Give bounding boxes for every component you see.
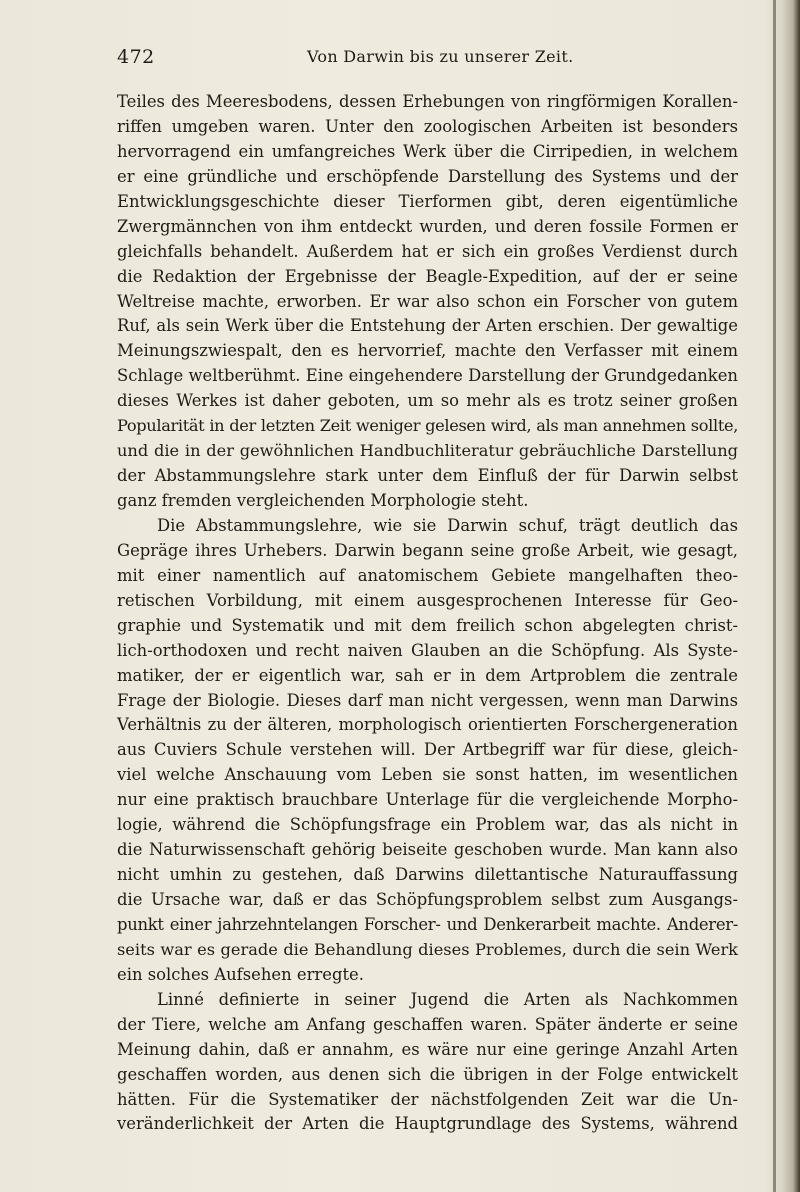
text-line: nicht umhin zu gestehen, daß Darwins dilettantische Naturauffassung xyxy=(117,865,738,885)
text-line: Teiles des Meeresbodens, dessen Erhebungen von ringförmigen Korallen- xyxy=(117,92,738,111)
text-line: Gepräge ihres Urhebers. Darwin begann seine große Arbeit, wie gesagt, xyxy=(117,540,738,560)
text-line: retischen Vorbildung, mit einem ausgesprochenen Interesse für Geo- xyxy=(117,590,738,610)
text-line: lich-orthodoxen und recht naiven Glauben an die Schöpfung. Als Syste- xyxy=(117,640,738,660)
text-line: Schlage weltberühmt. Eine eingehendere Darstellung der Grundgedanken xyxy=(117,366,738,386)
text-line: hätten. Für die Systematiker der nächstfolgenden Zeit war die Un- xyxy=(117,1089,738,1109)
text-line: die Ursache war, daß er das Schöpfungsproblem selbst zum Ausgangs- xyxy=(117,890,738,909)
text-line: ganz fremden vergleichenden Morphologie steht. xyxy=(117,491,529,510)
text-line: Meinungszwiespalt, den es hervorrief, machte den Verfasser mit einem xyxy=(117,341,738,361)
text-line: Popularität in der letzten Zeit weniger gelesen wird, als man annehmen sollte, xyxy=(117,416,738,436)
text-line: geschaffen worden, aus denen sich die übrigen in der Folge entwickelt xyxy=(117,1064,738,1084)
running-head: Von Darwin bis zu unserer Zeit. xyxy=(307,47,574,66)
text-line: Weltreise machte, erworben. Er war also schon ein Forscher von gutem xyxy=(117,291,738,311)
text-line: seits war es gerade die Behandlung dieses Problemes, durch die sein Werk xyxy=(117,939,738,959)
text-line: Meinung dahin, daß er annahm, es wäre nur eine geringe Anzahl Arten xyxy=(117,1039,738,1059)
text-line: und die in der gewöhnlichen Handbuchliteratur gebräuchliche Darstellung xyxy=(117,441,738,461)
text-line: der Tiere, welche am Anfang geschaffen waren. Später änderte er seine xyxy=(117,1014,738,1034)
text-line: mit einer namentlich auf anatomischem Gebiete mangelhaften theo- xyxy=(117,565,738,585)
page-binding-edge xyxy=(773,0,776,1192)
text-line: die Redaktion der Ergebnisse der Beagle-Expedition, auf der er seine xyxy=(117,266,738,286)
text-line: Zwergmännchen von ihm entdeckt wurden, und deren fossile Formen er xyxy=(117,216,738,236)
text-line: viel welche Anschauung vom Leben sie sonst hatten, im wesentlichen xyxy=(117,765,738,785)
body-text xyxy=(117,90,738,1137)
text-line: der Abstammungslehre stark unter dem Einfluß der für Darwin selbst xyxy=(117,466,738,486)
text-line: gleichfalls behandelt. Außerdem hat er sich ein großes Verdienst durch xyxy=(117,241,738,261)
text-line: Verhältnis zu der älteren, morphologisch orientierten Forschergeneration xyxy=(117,715,738,735)
text-line: Frage der Biologie. Dieses darf man nicht vergessen, wenn man Darwins xyxy=(117,690,738,710)
page-binding-shadow xyxy=(764,0,800,1192)
text-line: dieses Werkes ist daher geboten, um so mehr als es trotz seiner großen xyxy=(117,391,738,411)
text-line: hervorragend ein umfangreiches Werk über die Cirripedien, in welchem xyxy=(117,141,738,161)
page-header xyxy=(117,46,737,74)
text-line: punkt einer jahrzehntelangen Forscher- und Denkerarbeit machte. Anderer- xyxy=(117,914,738,934)
text-line: logie, während die Schöpfungsfrage ein Problem war, das als nicht in xyxy=(117,815,738,835)
text-line: matiker, der er eigentlich war, sah er in dem Artproblem die zentrale xyxy=(117,665,738,685)
page-number: 472 xyxy=(117,46,155,68)
text-line: er eine gründliche und erschöpfende Darstellung des Systems und der xyxy=(117,166,738,186)
text-line: Entwicklungsgeschichte dieser Tierformen gibt, deren eigentümliche xyxy=(117,191,738,211)
text-line: die Naturwissenschaft gehörig beiseite geschoben wurde. Man kann also xyxy=(117,840,738,860)
text-line: Die Abstammungslehre, wie sie Darwin schuf, trägt deutlich das xyxy=(157,515,738,535)
text-line: ein solches Aufsehen erregte. xyxy=(117,964,364,984)
text-line: riffen umgeben waren. Unter den zoologischen Arbeiten ist besonders xyxy=(117,116,738,136)
text-line: Ruf, als sein Werk über die Entstehung der Arten erschien. Der gewaltige xyxy=(117,316,738,336)
text-line: Linné definierte in seiner Jugend die Arten als Nachkommen xyxy=(157,989,738,1009)
text-line: aus Cuviers Schule verstehen will. Der Artbegriff war für diese, gleich- xyxy=(117,740,738,760)
text-line: nur eine praktisch brauchbare Unterlage für die vergleichende Morpho- xyxy=(117,790,738,810)
text-line: veränderlichkeit der Arten die Hauptgrundlage des Systems, während xyxy=(117,1114,738,1134)
text-line: graphie und Systematik und mit dem freilich schon abgelegten christ- xyxy=(117,615,738,635)
